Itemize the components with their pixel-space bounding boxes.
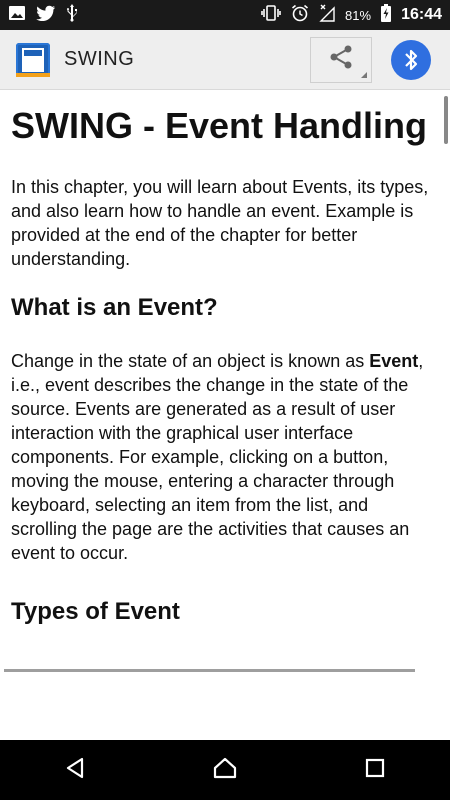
blank-area xyxy=(0,672,450,740)
intro-paragraph: In this chapter, you will learn about Events, its types, and also learn how to handle an event. Example is provided at the end of the chapter for better understanding. xyxy=(11,177,429,269)
status-bar xyxy=(0,0,450,30)
alarm-icon xyxy=(291,4,309,27)
status-time: 16:44 xyxy=(401,6,442,23)
article-title: SWING - Event Handling xyxy=(11,105,428,146)
overflow-corner-icon xyxy=(361,72,367,78)
twitter-icon xyxy=(36,5,56,26)
recents-icon xyxy=(364,757,386,784)
bluetooth-icon xyxy=(391,40,431,80)
event-definition-paragraph xyxy=(11,349,439,565)
battery-charging-icon xyxy=(381,4,391,27)
status-left-icons xyxy=(8,4,78,27)
gallery-icon xyxy=(8,5,26,26)
vibrate-icon xyxy=(261,5,281,26)
recents-button[interactable] xyxy=(345,745,405,795)
event-definition-text-2: , i.e., event describes the change in the state of the source. Events are generated as a result of user interaction with the graphical user interface components. For example, clicking on a button, moving the mouse, entering a character through keyboard, selecting an item from the list, and scrolling the page are the activities that causes an event to occur. xyxy=(11,351,424,563)
section-heading-types-of-event: Types of Event xyxy=(11,598,180,625)
usb-icon xyxy=(66,4,78,27)
share-button[interactable] xyxy=(310,37,372,83)
home-icon xyxy=(212,756,238,785)
share-icon xyxy=(328,44,354,75)
vertical-scrollbar[interactable] xyxy=(444,96,448,144)
no-signal-icon xyxy=(319,4,335,27)
bluetooth-button[interactable] xyxy=(372,30,450,90)
home-button[interactable] xyxy=(195,745,255,795)
app-actions xyxy=(310,30,450,90)
app-logo xyxy=(16,43,50,77)
app-title: SWING xyxy=(64,48,135,70)
event-definition-text-1: Change in the state of an object is known as xyxy=(11,351,370,371)
article-content[interactable] xyxy=(0,91,450,671)
section-heading-what-is-event: What is an Event? xyxy=(11,294,218,321)
event-term: Event xyxy=(369,351,419,371)
app-bar xyxy=(0,30,450,90)
battery-percent: 81% xyxy=(345,7,372,23)
back-icon xyxy=(63,756,87,785)
status-right-icons xyxy=(261,4,442,27)
back-button[interactable] xyxy=(45,745,105,795)
navigation-bar xyxy=(0,740,450,800)
